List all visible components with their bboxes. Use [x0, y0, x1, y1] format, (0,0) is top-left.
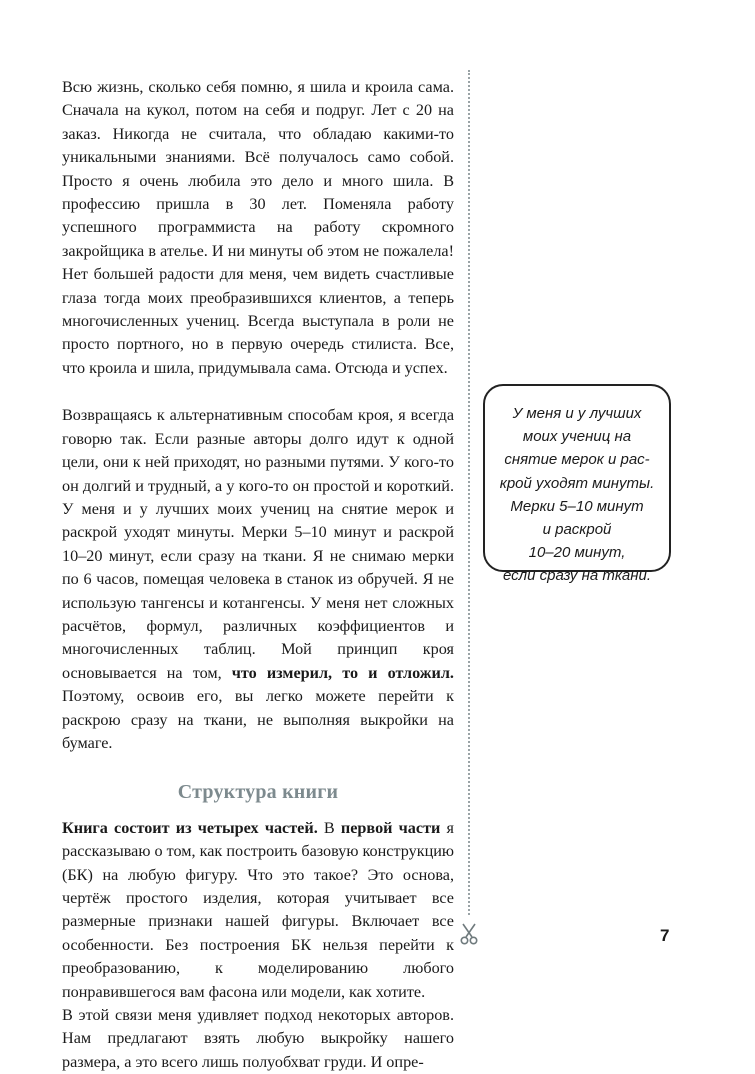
paragraph-authors-approach: В этой связи меня удивляет подход некоторых авторов. Нам предлагают взять любую выкройку нашего размера, а это всего лишь полуобхват груди. И опре-	[62, 1006, 454, 1071]
page-number: 7	[660, 926, 670, 945]
callout-line: если сразу на ткани.	[502, 567, 652, 585]
callout-line: У меня и у лучших	[512, 405, 642, 422]
callout-line: снятие мерок и рас-	[504, 451, 650, 469]
emphasis-text: первой части	[340, 818, 441, 837]
paragraph-text: Возвращаясь к альтернативным способам кроя, я всегда говорю так. Если разные авторы долго идут к одной цели, они к ней приходят, но разными путями. У кого-то он долгий и трудный, а у кого-то он простой и короткий. У меня и у лучших моих учениц на снятие мерок и раскрой уходят минуты. Мерки 5–10 минут и раскрой 10–20 минут, если сразу на ткани. Я не снимаю мерки по 6 часов, помещая человека в станок из обручей. Я не использую тангенсы и котангенсы. У меня нет сложных расчётов, формул, различных коэффициентов и многочисленных таблиц. Мой принцип кроя основывается на том,	[62, 406, 454, 682]
callout-line: 10–20 минут,	[528, 544, 626, 562]
paragraph-text: я рассказываю о том, как построить базовую конструкцию (БК) на любую фигуру. Что это такое? Это основа, чертёж простого изделия, которая учитывает все размерные признаки нашей фигуры. Включает все особенности. Без построения БК нельзя перейти к преобразованию, к моделированию любого понравившегося вам фасона или модели, как хотите.	[62, 818, 454, 1001]
emphasis-text: что измерил, то и отложил.	[231, 663, 454, 682]
paragraph-text: В	[317, 818, 341, 837]
dotted-divider	[468, 70, 470, 915]
paragraph-text: Поэтому, освоив его, вы легко можете перейти к раскрою сразу на ткани, не выполняя выкройки на бумаге.	[62, 687, 454, 752]
callout-line: моих учениц на	[522, 428, 632, 446]
callout-line: Мерки 5–10 минут	[510, 497, 644, 515]
callout-line: и раскрой	[542, 521, 612, 539]
emphasis-text: Книга состоит из четырех частей.	[62, 818, 318, 837]
paragraph-gap	[62, 380, 454, 404]
paragraph-intro: Всю жизнь, сколько себя помню, я шила и кроила сама. Сначала на кукол, потом на себя и подруг. Лет с 20 на заказ. Никогда не считала, что обладаю какими-то уникальными знаниями. Всё получалось само собой. Просто я очень любила это дело и много шила. В профессию пришла в 30 лет. Поменяла работу успешного программиста на работу скромного закройщика в ателье. И ни минуты об этом не пожалела! Нет большей радости для меня, чем видеть счастливые глаза тогда моих преобразившихся клиентов, а теперь многочисленных учениц. Всегда выступала в роли не просто портного, но в первую очередь стилиста. Все, что кроила и шила, придумывала сама. Отсюда и успех.	[62, 78, 454, 377]
paragraph-alternative-cutting	[62, 404, 454, 755]
callout-box	[483, 384, 671, 585]
scissors-icon	[459, 922, 479, 946]
callout-line: крой уходят минуты.	[499, 474, 655, 492]
section-heading: Структура книги	[177, 781, 339, 804]
paragraph-book-structure	[62, 817, 454, 1004]
main-text-column	[62, 76, 454, 1074]
